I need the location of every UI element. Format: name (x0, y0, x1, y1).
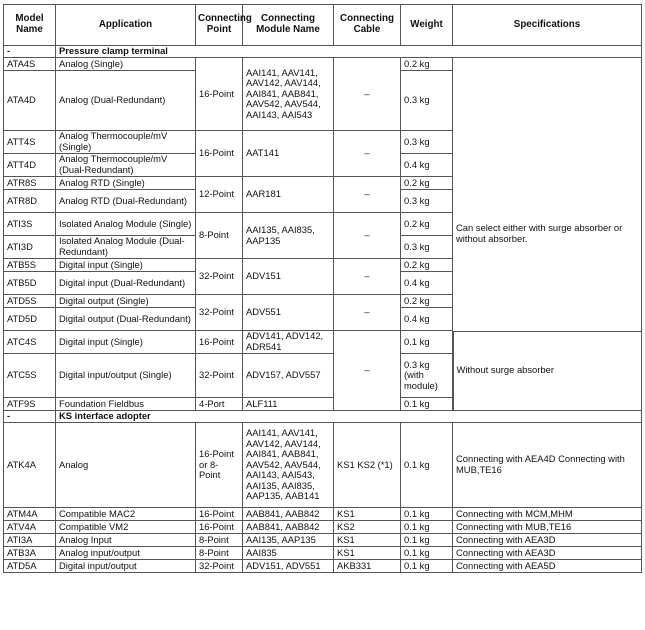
model-cell: ATB5D (4, 272, 56, 295)
spec-cell: Connecting with AEA3D (453, 547, 642, 560)
model-cell: ATK4A (4, 423, 56, 508)
point-cell: 32-Point (196, 560, 243, 573)
header-connecting-module-name: Connecting Module Name (243, 5, 334, 46)
section-row-pressure (4, 46, 642, 58)
model-cell: ATM4A (4, 508, 56, 521)
weight-cell: 0.1 kg (401, 423, 453, 508)
point-cell: 32-Point (196, 259, 243, 295)
module-cell: ADV151 (243, 259, 334, 295)
weight-cell: 0.3 kg (with module) (401, 354, 453, 398)
cable-cell: KS1 KS2 (*1) (334, 423, 401, 508)
section-dash: - (4, 411, 56, 423)
module-cell: AAI835 (243, 547, 334, 560)
cable-cell: – (334, 131, 401, 177)
module-cell: AAI135, AAI835, AAP135 (243, 213, 334, 259)
cable-cell: – (334, 213, 401, 259)
cable-cell: – (334, 295, 401, 331)
application-cell: Digital input (Single) (56, 259, 196, 272)
module-cell: AAI141, AAV141, AAV142, AAV144, AAI841, AAB841, AAV542, AAV544, AAI143, AAI543, AAI135, AAI835, AAP135, AAB141 (243, 423, 334, 508)
model-cell: ATT4S (4, 131, 56, 154)
point-cell: 16-Point (196, 131, 243, 177)
header-model-name: Model Name (4, 5, 56, 46)
module-cell: AAT141 (243, 131, 334, 177)
model-cell: ATI3S (4, 213, 56, 236)
model-cell: ATV4A (4, 521, 56, 534)
point-cell: 8-Point (196, 547, 243, 560)
section-dash: - (4, 46, 56, 58)
cable-cell: AKB331 (334, 560, 401, 573)
table-row (4, 547, 642, 560)
model-cell: ATD5S (4, 295, 56, 308)
cable-cell: – (334, 58, 401, 131)
cable-cell: – (334, 331, 401, 411)
model-cell: ATF9S (4, 398, 56, 411)
section-title: Pressure clamp terminal (56, 46, 642, 58)
header-specifications: Specifications (453, 5, 642, 46)
point-cell: 16-Point (196, 521, 243, 534)
point-cell: 16-Point (196, 331, 243, 354)
weight-cell: 0.1 kg (401, 534, 453, 547)
table-row (4, 508, 642, 521)
application-cell: Compatible VM2 (56, 521, 196, 534)
cable-cell: KS2 (334, 521, 401, 534)
point-cell: 12-Point (196, 177, 243, 213)
model-cell: ATA4S (4, 58, 56, 71)
weight-cell: 0.1 kg (401, 560, 453, 573)
application-cell: Compatible MAC2 (56, 508, 196, 521)
weight-cell: 0.3 kg (401, 236, 453, 259)
application-cell: Digital input/output (Single) (56, 354, 196, 398)
ks-interface-table (3, 410, 642, 573)
point-cell: 16-Point (196, 58, 243, 131)
module-cell: ALF111 (243, 398, 334, 411)
header-application: Application (56, 5, 196, 46)
weight-cell: 0.4 kg (401, 272, 453, 295)
module-cell: AAI135, AAP135 (243, 534, 334, 547)
weight-cell: 0.2 kg (401, 295, 453, 308)
spec-cell: Connecting with MUB,TE16 (453, 521, 642, 534)
table-row (4, 58, 642, 71)
module-cell: ADV157, ADV557 (243, 354, 334, 398)
weight-cell: 0.4 kg (401, 154, 453, 177)
spec-no-surge-text: Without surge absorber (456, 364, 554, 376)
header-weight: Weight (401, 5, 453, 46)
model-cell: ATA4D (4, 71, 56, 131)
model-cell: ATB3A (4, 547, 56, 560)
model-cell: ATI3A (4, 534, 56, 547)
model-cell: ATC5S (4, 354, 56, 398)
application-cell: Analog Thermocouple/mV (Dual-Redundant) (56, 154, 196, 177)
cable-cell: – (334, 259, 401, 295)
model-cell: ATR8D (4, 190, 56, 213)
header-row (4, 5, 642, 46)
spec-cell: Connecting with AEA4D Connecting with MUB,TE16 (453, 423, 642, 508)
application-cell: Digital output (Single) (56, 295, 196, 308)
point-cell: 8-Point (196, 213, 243, 259)
weight-cell: 0.3 kg (401, 131, 453, 154)
spec-cell: Connecting with AEA5D (453, 560, 642, 573)
module-cell: AAB841, AAB842 (243, 508, 334, 521)
spec-cell: Connecting with MCM,MHM (453, 508, 642, 521)
weight-cell: 0.2 kg (401, 213, 453, 236)
weight-cell: 0.1 kg (401, 331, 453, 354)
table-row (4, 534, 642, 547)
point-cell: 16-Point or 8-Point (196, 423, 243, 508)
cable-cell: – (334, 177, 401, 213)
point-cell: 32-Point (196, 354, 243, 398)
module-cell: AAB841, AAB842 (243, 521, 334, 534)
application-cell: Analog (Dual-Redundant) (56, 71, 196, 131)
point-cell: 32-Point (196, 295, 243, 331)
table-row (4, 423, 642, 508)
cable-cell: KS1 (334, 508, 401, 521)
module-cell: ADV551 (243, 295, 334, 331)
section-title: KS interface adopter (56, 411, 642, 423)
model-cell: ATD5A (4, 560, 56, 573)
module-cell: AAR181 (243, 177, 334, 213)
weight-cell: 0.1 kg (401, 508, 453, 521)
application-cell: Digital input (Single) (56, 331, 196, 354)
application-cell: Analog Thermocouple/mV (Single) (56, 131, 196, 154)
application-cell: Foundation Fieldbus (56, 398, 196, 411)
application-cell: Isolated Analog Module (Single) (56, 213, 196, 236)
spec-cell: Connecting with AEA3D (453, 534, 642, 547)
model-cell: ATD5D (4, 308, 56, 331)
model-cell: ATT4D (4, 154, 56, 177)
model-cell: ATC4S (4, 331, 56, 354)
model-cell: ATI3D (4, 236, 56, 259)
model-cell: ATB5S (4, 259, 56, 272)
weight-cell: 0.1 kg (401, 547, 453, 560)
weight-cell: 0.4 kg (401, 308, 453, 331)
weight-cell: 0.3 kg (401, 190, 453, 213)
section-row-ks (4, 411, 642, 423)
application-cell: Analog RTD (Dual-Redundant) (56, 190, 196, 213)
header-connecting-point: Connecting Point (196, 5, 243, 46)
point-cell: 8-Point (196, 534, 243, 547)
weight-cell: 0.3 kg (401, 71, 453, 131)
weight-cell: 0.2 kg (401, 259, 453, 272)
table-row (4, 521, 642, 534)
application-cell: Analog Input (56, 534, 196, 547)
application-cell: Digital input (Dual-Redundant) (56, 272, 196, 295)
cable-cell: KS1 (334, 547, 401, 560)
model-cell: ATR8S (4, 177, 56, 190)
header-connecting-cable: Connecting Cable (334, 5, 401, 46)
spec-cell: Can select either with surge absorber or without absorber. (453, 58, 642, 411)
cable-cell: KS1 (334, 534, 401, 547)
application-cell: Analog RTD (Single) (56, 177, 196, 190)
weight-cell: 0.1 kg (401, 521, 453, 534)
application-cell: Analog (Single) (56, 58, 196, 71)
point-cell: 16-Point (196, 508, 243, 521)
weight-cell: 0.1 kg (401, 398, 453, 411)
application-cell: Analog input/output (56, 547, 196, 560)
application-cell: Digital output (Dual-Redundant) (56, 308, 196, 331)
application-cell: Isolated Analog Module (Dual-Redundant) (56, 236, 196, 259)
table-row (4, 560, 642, 573)
application-cell: Digital input/output (56, 560, 196, 573)
point-cell: 4-Port (196, 398, 243, 411)
weight-cell: 0.2 kg (401, 177, 453, 190)
module-cell: ADV141, ADV142, ADR541 (243, 331, 334, 354)
application-cell: Analog (56, 423, 196, 508)
module-cell: AAI141, AAV141, AAV142, AAV144, AAI841, AAB841, AAV542, AAV544, AAI143, AAI543 (243, 58, 334, 131)
module-cell: ADV151, ADV551 (243, 560, 334, 573)
spec-cell-no-surge (453, 331, 642, 411)
weight-cell: 0.2 kg (401, 58, 453, 71)
